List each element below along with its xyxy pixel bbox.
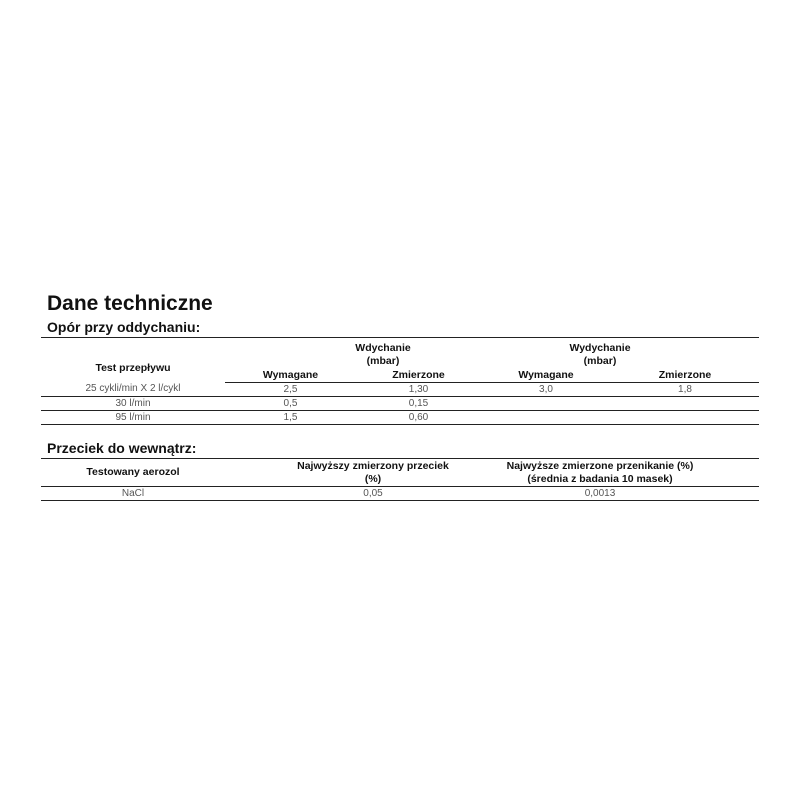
- cell-inhale-measured: 0,60: [356, 411, 481, 425]
- col-penetration: Najwyższe zmierzone przenikanie (%) (średnia z badania 10 masek): [481, 459, 759, 487]
- group-inhale: Wdychanie (mbar): [355, 341, 411, 367]
- col-inhale-measured: Zmierzone: [356, 368, 481, 383]
- cell-flow: 95 l/min: [41, 411, 225, 425]
- cell-inhale-required: 2,5: [225, 383, 356, 397]
- cell-exhale-required: 3,0: [481, 383, 611, 397]
- cell-exhale-required: [481, 397, 611, 411]
- cell-inhale-required: 0,5: [225, 397, 356, 411]
- cell-penetration: 0,0013: [481, 487, 759, 501]
- col-exhale-required: Wymagane: [481, 368, 611, 383]
- cell-exhale-measured: [611, 411, 759, 425]
- group-exhale: Wydychanie (mbar): [569, 341, 631, 367]
- technical-data-document: [41, 292, 759, 501]
- cell-inhale-required: 1,5: [225, 411, 356, 425]
- table-row: [41, 397, 759, 411]
- cell-inhale-measured: 1,30: [356, 383, 481, 397]
- cell-exhale-measured: [611, 397, 759, 411]
- cell-inhale-measured: 0,15: [356, 397, 481, 411]
- cell-leakage: 0,05: [225, 487, 481, 501]
- table-row: [41, 383, 759, 397]
- table-row: [41, 411, 759, 425]
- breathing-resistance-heading: Opór przy oddychaniu:: [47, 319, 201, 335]
- col-exhale-measured: Zmierzone: [611, 368, 759, 383]
- cell-exhale-measured: 1,8: [611, 383, 759, 397]
- page-title: Dane techniczne: [47, 292, 213, 315]
- col-inhale-required: Wymagane: [225, 368, 356, 383]
- inward-leakage-heading: Przeciek do wewnątrz:: [47, 440, 197, 456]
- cell-exhale-required: [481, 411, 611, 425]
- table-row: [41, 487, 759, 501]
- cell-flow: 25 cykli/min X 2 l/cykl: [41, 383, 225, 397]
- col-leakage: Najwyższy zmierzony przeciek (%): [225, 459, 481, 487]
- cell-aerosol: NaCl: [41, 487, 225, 501]
- col-aerosol: Testowany aerozol: [41, 459, 225, 487]
- col-flow-test: Test przepływu: [95, 361, 171, 374]
- inward-leakage-table: [41, 458, 759, 501]
- breathing-resistance-table: [41, 337, 759, 425]
- cell-flow: 30 l/min: [41, 397, 225, 411]
